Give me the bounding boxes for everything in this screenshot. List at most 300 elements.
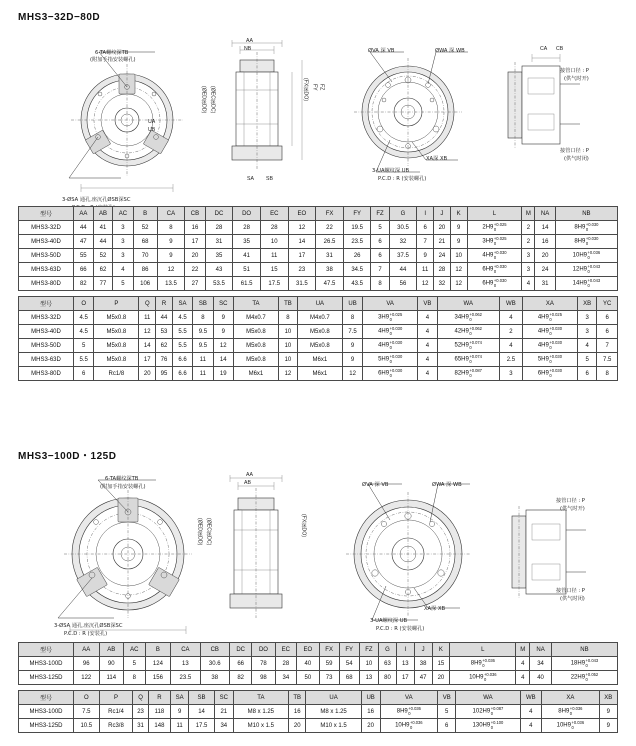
model-cell: MHS3-100D — [19, 705, 74, 719]
column-header: TB — [278, 297, 297, 311]
data-cell: 5H9 +0.030 0 — [523, 353, 578, 367]
data-cell: 82H9 +0.087 0 — [437, 367, 499, 381]
data-cell: 12 — [213, 339, 233, 353]
table-row — [19, 221, 618, 235]
data-cell: 20 — [432, 671, 450, 685]
data-cell: 44 — [93, 235, 113, 249]
column-header: TB — [288, 691, 306, 705]
column-header: AC — [113, 207, 133, 221]
section-title-1: MHS3−32D−80D — [18, 12, 101, 23]
label-va-2: ØVA 深 VB — [362, 482, 389, 488]
data-cell: 9 — [450, 221, 467, 235]
data-cell: 11 — [260, 249, 288, 263]
column-header: SC — [214, 691, 233, 705]
data-cell: M6x1 — [297, 353, 342, 367]
note-ua-thread-2: 3-UA螺纹深 UB — [370, 618, 408, 624]
data-cell: 42H9 +0.062 0 — [437, 325, 499, 339]
model-cell: MHS3-63D — [19, 263, 74, 277]
column-header: AC — [124, 643, 146, 657]
data-cell: 62 — [156, 339, 173, 353]
column-header: 型号 — [19, 691, 74, 705]
data-cell: 31.5 — [288, 277, 316, 291]
data-cell: 4 — [113, 263, 133, 277]
column-header: G — [389, 207, 417, 221]
data-cell: 80 — [379, 671, 397, 685]
data-cell: 5 — [124, 657, 146, 671]
label-aa-1: AA — [246, 38, 253, 44]
data-cell: 22H9 +0.052 0 — [551, 671, 617, 685]
data-cell: 8 — [278, 311, 297, 325]
data-cell: 4H9 +0.030 0 — [363, 325, 418, 339]
data-cell: 62 — [93, 263, 113, 277]
data-cell: 53.5 — [205, 277, 233, 291]
column-header: P — [99, 691, 133, 705]
data-cell: 23 — [133, 705, 149, 719]
column-header: FX — [316, 207, 344, 221]
data-cell: 70 — [133, 249, 157, 263]
data-cell: 7 — [417, 235, 434, 249]
data-cell: 156 — [145, 671, 171, 685]
data-cell: 130H9 +0.100 0 — [456, 719, 520, 733]
table-row — [19, 235, 618, 249]
note-sa-hole-1: 3-ØSA 通孔,座沉孔ØSB深SC — [62, 197, 131, 203]
data-cell: 23.5 — [343, 235, 371, 249]
data-cell: 44 — [156, 311, 173, 325]
label-fx-2: (FX深DO) — [300, 514, 307, 538]
data-cell: 51 — [233, 263, 261, 277]
data-cell: 30.6 — [200, 657, 229, 671]
data-cell: 2H9 +0.025 0 — [467, 221, 522, 235]
data-cell: 9 — [157, 249, 185, 263]
column-header: EC — [260, 207, 288, 221]
column-header: DC — [229, 643, 251, 657]
data-cell: 6H9 +0.030 0 — [363, 367, 418, 381]
column-header: P — [94, 297, 139, 311]
data-cell: 10 — [450, 249, 467, 263]
data-cell: 22 — [185, 263, 205, 277]
data-cell: 3 — [522, 249, 535, 263]
data-cell: 40 — [297, 657, 319, 671]
data-cell: 4 — [499, 339, 522, 353]
data-cell: 4H9 +0.025 0 — [523, 311, 578, 325]
table-row — [19, 353, 618, 367]
column-header: AA — [74, 207, 94, 221]
data-cell: 8H9 +0.030 0 — [555, 221, 617, 235]
model-cell: MHS3-125D — [19, 719, 74, 733]
column-header: WB — [520, 691, 542, 705]
data-cell: 52H9 +0.074 0 — [437, 339, 499, 353]
note-pcd-2: P.C.D : R (安装孔) — [64, 631, 108, 637]
data-cell: 14 — [213, 353, 233, 367]
column-header: FY — [343, 207, 371, 221]
data-cell: 9 — [213, 325, 233, 339]
data-cell: 13 — [359, 671, 378, 685]
data-cell: 54 — [339, 657, 359, 671]
data-cell: 14 — [139, 339, 156, 353]
data-cell: 7.5 — [74, 705, 100, 719]
column-header: FX — [319, 643, 339, 657]
spec-table-1a-head — [19, 207, 618, 221]
data-cell: 8 — [124, 671, 146, 685]
column-header: J — [414, 643, 432, 657]
column-header: XA — [523, 297, 578, 311]
data-cell: 15 — [260, 263, 288, 277]
data-cell: 66 — [229, 657, 251, 671]
data-cell: 6H9 +0.030 0 — [467, 277, 522, 291]
data-cell: 2 — [522, 235, 535, 249]
data-cell: 12 — [450, 263, 467, 277]
data-cell: 66 — [74, 263, 94, 277]
column-header: AA — [74, 643, 100, 657]
label-ec-2: (ØEC深DC) — [205, 518, 212, 546]
data-cell: 4H9 +0.030 0 — [363, 339, 418, 353]
data-cell: 28 — [260, 221, 288, 235]
data-cell: 24 — [535, 263, 555, 277]
data-cell: 124 — [145, 657, 171, 671]
port-label-closed-2: 接管口径 : P — [556, 588, 585, 594]
note-ta-thread-1: 6-TA螺纹深TB — [95, 50, 129, 56]
front-view-1 — [55, 30, 235, 200]
data-cell: 3 — [113, 235, 133, 249]
data-cell: 6 — [417, 221, 434, 235]
column-header: R — [156, 297, 173, 311]
data-cell: 8 — [193, 311, 213, 325]
label-xa-1: XA深 XB — [426, 156, 448, 162]
data-cell: 65H9 +0.074 0 — [437, 353, 499, 367]
side-view-2 — [212, 472, 322, 632]
data-cell: 10 — [359, 657, 378, 671]
spec-table-1a — [18, 206, 618, 291]
spec-table-2a — [18, 642, 618, 685]
data-cell: M10 x 1.5 — [306, 719, 361, 733]
data-cell: M4x0.7 — [233, 311, 278, 325]
column-header: NB — [551, 643, 617, 657]
data-cell: 122 — [74, 671, 100, 685]
data-cell: M6x1 — [297, 367, 342, 381]
data-cell: 20 — [139, 367, 156, 381]
data-cell: 17 — [139, 353, 156, 367]
data-cell: 10 — [278, 325, 297, 339]
data-cell: 20 — [361, 719, 380, 733]
data-cell: 3H9 +0.025 0 — [467, 235, 522, 249]
data-cell: 4 — [516, 671, 530, 685]
table-row — [19, 263, 618, 277]
table-header-row — [19, 643, 618, 657]
note-pcd-screw-2: P.C.D : R (安装螺孔) — [376, 626, 425, 632]
data-cell: M4x0.7 — [297, 311, 342, 325]
data-cell: 4 — [520, 705, 542, 719]
data-cell: 12 — [342, 367, 362, 381]
data-cell: 22 — [316, 221, 344, 235]
data-cell: 2.5 — [499, 353, 522, 367]
column-header: DO — [233, 207, 261, 221]
data-cell: M5x0.8 — [94, 311, 139, 325]
data-cell: 14 — [535, 221, 555, 235]
data-cell: 55 — [74, 249, 94, 263]
note-sa-hole-2: 3-ØSA 通孔,座沉孔ØSB深SC — [54, 623, 123, 629]
model-cell: MHS3-32D — [19, 311, 74, 325]
data-cell: 9 — [157, 235, 185, 249]
data-cell: 5.5 — [172, 325, 192, 339]
data-cell: 12H9 +0.043 0 — [555, 263, 617, 277]
data-cell: 4.5 — [74, 311, 94, 325]
drawing-block-2 — [0, 460, 636, 640]
data-cell: 8 — [371, 277, 389, 291]
data-cell: 10H9 +0.036 0 — [542, 719, 600, 733]
column-header: M — [522, 207, 535, 221]
data-cell: 47.5 — [316, 277, 344, 291]
data-cell: 16 — [361, 705, 380, 719]
data-cell: 28 — [233, 221, 261, 235]
port-label-closed-1: 接管口径 : P — [560, 148, 589, 154]
column-header: TA — [233, 297, 278, 311]
data-cell: 31 — [316, 249, 344, 263]
data-cell: 18H9 +0.043 0 — [551, 657, 617, 671]
data-cell: 4 — [516, 657, 530, 671]
data-cell: 148 — [148, 719, 170, 733]
data-cell: 95 — [156, 367, 173, 381]
column-header: TA — [233, 691, 288, 705]
back-view-1 — [340, 34, 480, 194]
data-cell: 19 — [213, 367, 233, 381]
data-cell: 44 — [389, 263, 417, 277]
data-cell: 21 — [434, 235, 451, 249]
table-row — [19, 339, 618, 353]
column-header: EO — [288, 207, 316, 221]
data-cell: 68 — [133, 235, 157, 249]
column-header: CA — [171, 643, 200, 657]
column-header: K — [432, 643, 450, 657]
column-header: K — [450, 207, 467, 221]
column-header: UB — [361, 691, 380, 705]
data-cell: 12 — [417, 277, 434, 291]
data-cell: 8 — [157, 221, 185, 235]
data-cell: 9 — [213, 311, 233, 325]
label-wa-1: ØWA 深 WB — [435, 48, 465, 54]
data-cell: 6.6 — [172, 367, 192, 381]
label-fy-1: FY — [311, 84, 318, 91]
column-header: WA — [437, 297, 499, 311]
data-cell: 4 — [418, 311, 438, 325]
data-cell: 14 — [189, 705, 215, 719]
data-cell: 34.5 — [343, 263, 371, 277]
data-cell: 5H9 +0.030 0 — [363, 353, 418, 367]
column-header: J — [434, 207, 451, 221]
data-cell: 82 — [229, 671, 251, 685]
data-cell: 7.5 — [597, 353, 618, 367]
data-cell: 5.5 — [172, 339, 192, 353]
column-header: FZ — [371, 207, 389, 221]
data-cell: 61.5 — [233, 277, 261, 291]
data-cell: 4 — [418, 339, 438, 353]
data-cell: 20 — [288, 719, 306, 733]
data-cell: 4 — [499, 311, 522, 325]
note-ta-thread-sub-1: (附加手指安装螺孔) — [90, 57, 136, 63]
data-cell: 4 — [418, 325, 438, 339]
data-cell: 78 — [252, 657, 275, 671]
data-cell: 8 — [597, 367, 618, 381]
column-header: WA — [456, 691, 520, 705]
data-cell: 24 — [434, 249, 451, 263]
spec-table-1b-body — [19, 311, 618, 381]
data-cell: 17.5 — [189, 719, 215, 733]
data-cell: 63 — [379, 657, 397, 671]
data-cell: 31 — [205, 235, 233, 249]
label-sb-1: SB — [266, 176, 273, 182]
data-cell: 41 — [93, 221, 113, 235]
data-cell: 3 — [522, 263, 535, 277]
note-pcd-screw-1: P.C.D : R (安装螺孔) — [378, 176, 427, 182]
column-header: VB — [438, 691, 456, 705]
data-cell: 13 — [396, 657, 414, 671]
data-cell: 7 — [597, 339, 618, 353]
spec-table-2b-head — [19, 691, 618, 705]
table-header-row — [19, 207, 618, 221]
table-row — [19, 671, 618, 685]
label-ub-1: UB — [148, 127, 156, 133]
data-cell: 14 — [288, 235, 316, 249]
data-cell: 5 — [113, 277, 133, 291]
data-cell: 4H9 +0.030 0 — [467, 249, 522, 263]
column-header: Q — [133, 691, 149, 705]
data-cell: 6 — [597, 311, 618, 325]
table-row — [19, 325, 618, 339]
data-cell: 26.5 — [316, 235, 344, 249]
data-cell: 2 — [522, 221, 535, 235]
data-cell: 56 — [389, 277, 417, 291]
column-header: VA — [380, 691, 438, 705]
data-cell: 12 — [157, 263, 185, 277]
label-ab-2: AB — [244, 480, 251, 486]
column-header: FY — [339, 643, 359, 657]
label-nb-1: NB — [244, 46, 252, 52]
data-cell: 10.5 — [74, 719, 100, 733]
column-header: B — [145, 643, 171, 657]
column-header: VB — [418, 297, 438, 311]
column-header: M — [516, 643, 530, 657]
data-cell: Rc1/8 — [94, 367, 139, 381]
data-cell: 5 — [438, 705, 456, 719]
data-cell: 6H9 +0.030 0 — [523, 367, 578, 381]
column-header: AB — [99, 643, 124, 657]
data-cell: 3 — [499, 367, 522, 381]
table-row — [19, 705, 618, 719]
note-ta-thread-2: 6-TA螺纹深TB — [105, 476, 139, 482]
data-cell: M8 x 1.25 — [233, 705, 288, 719]
data-cell: 34H9 +0.062 0 — [437, 311, 499, 325]
data-cell: 11 — [417, 263, 434, 277]
data-cell: 30.5 — [389, 221, 417, 235]
data-cell: 114 — [99, 671, 124, 685]
label-ed-2: (ØED深DD) — [196, 518, 203, 546]
data-cell: 6 — [74, 367, 94, 381]
label-ca-1: CA — [540, 46, 548, 52]
column-header: SA — [171, 691, 189, 705]
data-cell: 4 — [577, 339, 597, 353]
data-cell: 34 — [530, 657, 552, 671]
data-cell: 59 — [319, 657, 339, 671]
data-cell: 50 — [297, 671, 319, 685]
column-header: NA — [535, 207, 555, 221]
column-header: NA — [530, 643, 552, 657]
section-title-2: MHS3−100D・125D — [18, 451, 117, 462]
data-cell: 15 — [432, 657, 450, 671]
data-cell: 86 — [133, 263, 157, 277]
data-cell: 9 — [450, 235, 467, 249]
data-cell: 21 — [214, 705, 233, 719]
data-cell: 43 — [205, 263, 233, 277]
data-cell: 9 — [599, 719, 617, 733]
port-label-open-1: 接管口径 : P — [560, 68, 589, 74]
column-header: O — [74, 691, 100, 705]
table-row — [19, 249, 618, 263]
data-cell: M5x0.8 — [94, 339, 139, 353]
port-note-open-2: (供气时开) — [560, 506, 585, 512]
data-cell: 47 — [414, 671, 432, 685]
data-cell: 9 — [599, 705, 617, 719]
column-header: SA — [172, 297, 192, 311]
data-cell: Rc3/8 — [99, 719, 133, 733]
model-cell: MHS3-125D — [19, 671, 74, 685]
data-cell: 4 — [522, 277, 535, 291]
column-header: L — [450, 643, 516, 657]
data-cell: 5 — [371, 221, 389, 235]
data-cell: 4 — [418, 367, 438, 381]
data-cell: 10H9 +0.036 0 — [555, 249, 617, 263]
port-note-open-1: (供气时开) — [564, 76, 589, 82]
data-cell: 16 — [535, 235, 555, 249]
data-cell: 35 — [233, 235, 261, 249]
label-ua-1: UA — [148, 119, 156, 125]
data-cell: 53 — [156, 325, 173, 339]
data-cell: 8H9 +0.036 0 — [450, 657, 516, 671]
model-cell: MHS3-40D — [19, 325, 74, 339]
data-cell: 37.5 — [389, 249, 417, 263]
data-cell: 12 — [288, 221, 316, 235]
model-cell: MHS3-63D — [19, 353, 74, 367]
column-header: DC — [205, 207, 233, 221]
data-cell: 11 — [139, 311, 156, 325]
data-cell: M5x0.8 — [297, 325, 342, 339]
column-header: XB — [599, 691, 617, 705]
data-cell: 32 — [434, 277, 451, 291]
drawing-block-1 — [0, 24, 636, 203]
column-header: UA — [306, 691, 361, 705]
data-cell: 4H9 +0.030 0 — [523, 339, 578, 353]
data-cell: 3 — [577, 311, 597, 325]
data-cell: 6 — [438, 719, 456, 733]
back-view-2 — [334, 468, 484, 638]
data-cell: 11 — [171, 719, 189, 733]
data-cell: 9 — [342, 353, 362, 367]
data-cell: 6 — [597, 325, 618, 339]
data-cell: 8H9 +0.030 0 — [555, 235, 617, 249]
data-cell: 43.5 — [343, 277, 371, 291]
column-header: 型号 — [19, 297, 74, 311]
column-header: L — [467, 207, 522, 221]
port-note-closed-1: (供气时闭) — [564, 156, 589, 162]
data-cell: 5.5 — [74, 353, 94, 367]
data-cell: 90 — [99, 657, 124, 671]
label-sa-1: SA — [247, 176, 254, 182]
data-cell: 102H9 +0.087 0 — [456, 705, 520, 719]
data-cell: 9.5 — [193, 325, 213, 339]
column-header: EO — [297, 643, 319, 657]
data-cell: 20 — [535, 249, 555, 263]
data-cell: 10H9 +0.036 0 — [450, 671, 516, 685]
port-note-closed-2: (供气时闭) — [560, 596, 585, 602]
data-cell: 13.5 — [157, 277, 185, 291]
